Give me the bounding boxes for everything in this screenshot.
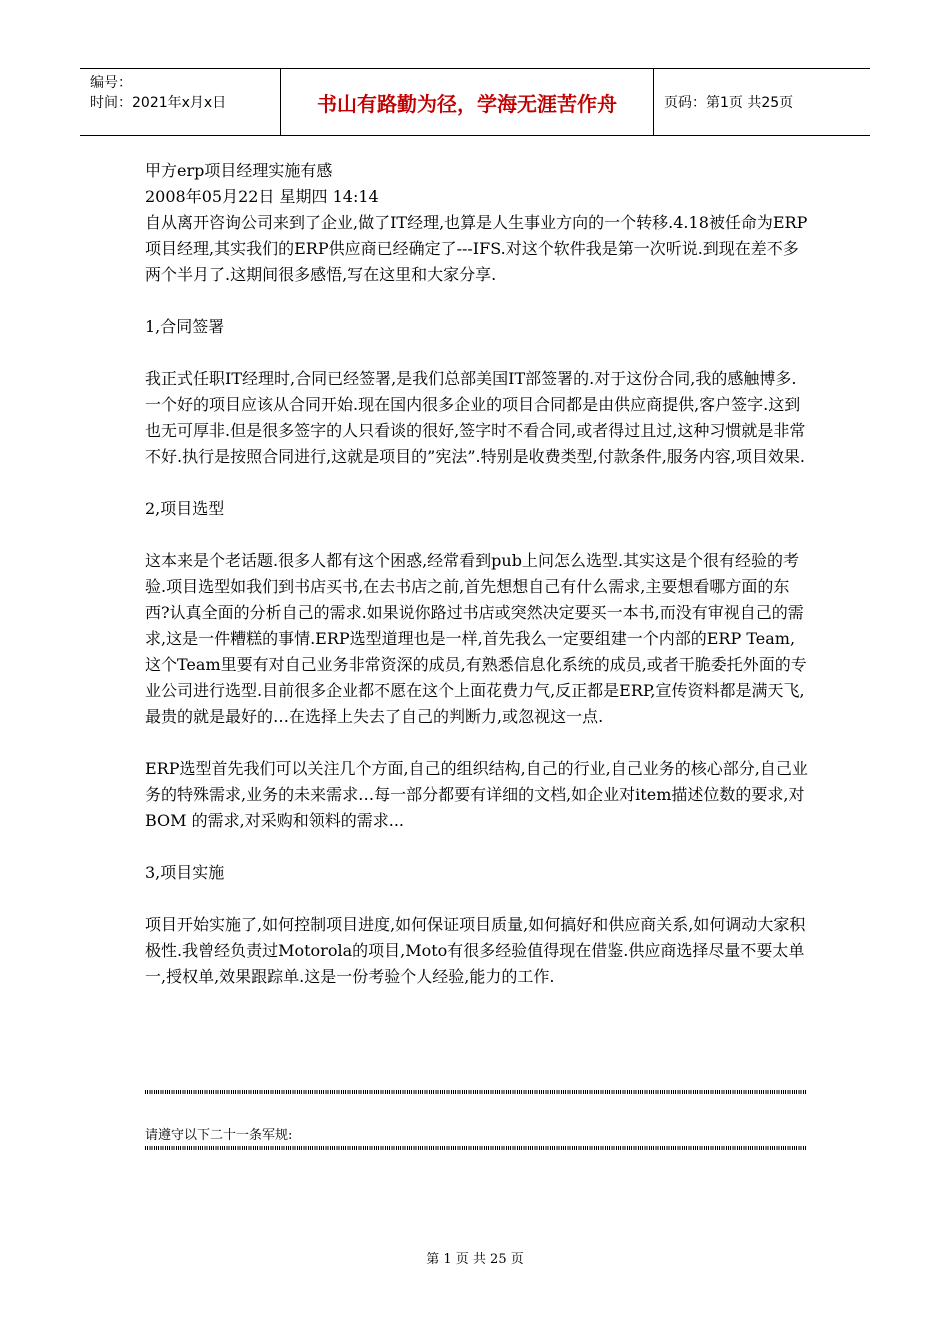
section-heading: 3,项目实施 bbox=[145, 863, 225, 882]
header-meta bbox=[80, 69, 280, 135]
header-time: 时间：2021年x月x日 bbox=[90, 95, 227, 111]
article-intro: 自从离开咨询公司来到了企业,做了IT经理,也算是人生事业方向的一个转移.4.18被任命为ERP项目经理,其实我们的ERP供应商已经确定了---IFS.对这个软件我是第一次听说.到现在差不多两个半月了.这期间很多感悟,写在这里和大家分享. bbox=[145, 213, 808, 284]
header-number: 编号： bbox=[90, 75, 132, 91]
section-paragraph: ERP选型首先我们可以关注几个方面,自己的组织结构,自己的行业,自己业务的核心部分,自己业务的特殊需求,业务的未来需求…每一部分都要有详细的文档,如企业对item描述位数的要求,对BOM 的需求,对采购和领料的需求... bbox=[145, 759, 808, 830]
section-heading: 2,项目选型 bbox=[145, 499, 225, 518]
article-date: 2008年05月22日 星期四 14:14 bbox=[145, 187, 379, 206]
section-paragraph: 这本来是个老话题.很多人都有这个困惑,经常看到pub上问怎么选型.其实这是个很有经验的考验.项目选型如我们到书店买书,在去书店之前,首先想想自己有什么需求,主要想看哪方面的东西?认真全面的分析自己的需求.如果说你路过书店或突然决定要买一本书,而没有审视自己的需求,这是一件糟糕的事情.ERP选型道理也是一样,首先我么一定要组建一个内部的ERP Team,这个Team里要有对自己业务非常资深的成员,有熟悉信息化系统的成员,或者干脆委托外面的专业公司进行选型.目前很多企业都不愿在这个上面花费力气,反正都是ERP,宣传资料都是满天飞,最贵的就是最好的…在选择上失去了自己的判断力,或忽视这一点. bbox=[145, 551, 807, 726]
section-paragraph: 我正式任职IT经理时,合同已经签署,是我们总部美国IT部签署的.对于这份合同,我的感触博多.一个好的项目应该从合同开始.现在国内很多企业的项目合同都是由供应商提供,客户签字.这到也无可厚非.但是很多签字的人只看谈的很好,签字时不看合同,或者得过且过,这种习惯就是非常不好.执行是按照合同进行,这就是项目的”宪法”.特别是收费类型,付款条件,服务内容,项目效果. bbox=[145, 369, 806, 466]
rules-label: 请遵守以下二十一条军规: bbox=[145, 1128, 293, 1143]
article-title: 甲方erp项目经理实施有感 bbox=[145, 161, 333, 180]
article-body bbox=[145, 158, 810, 990]
header-motto: 书山有路勤为径，学海无涯苦作舟 bbox=[280, 69, 654, 135]
separator-line bbox=[145, 1146, 807, 1150]
page-footer: 第 1 页 共 25 页 bbox=[426, 1252, 524, 1267]
section-paragraph: 项目开始实施了,如何控制项目进度,如何保证项目质量,如何搞好和供应商关系,如何调动大家积极性.我曾经负责过Motorola的项目,Moto有很多经验值得现在借鉴.供应商选择尽量不要太单一,授权单,效果跟踪单.这是一份考验个人经验,能力的工作. bbox=[145, 915, 806, 986]
document-header bbox=[80, 68, 870, 136]
section-heading: 1,合同签署 bbox=[145, 317, 225, 336]
separator-line bbox=[145, 1090, 807, 1094]
header-page-info: 页码：第1页 共25页 bbox=[664, 95, 794, 111]
